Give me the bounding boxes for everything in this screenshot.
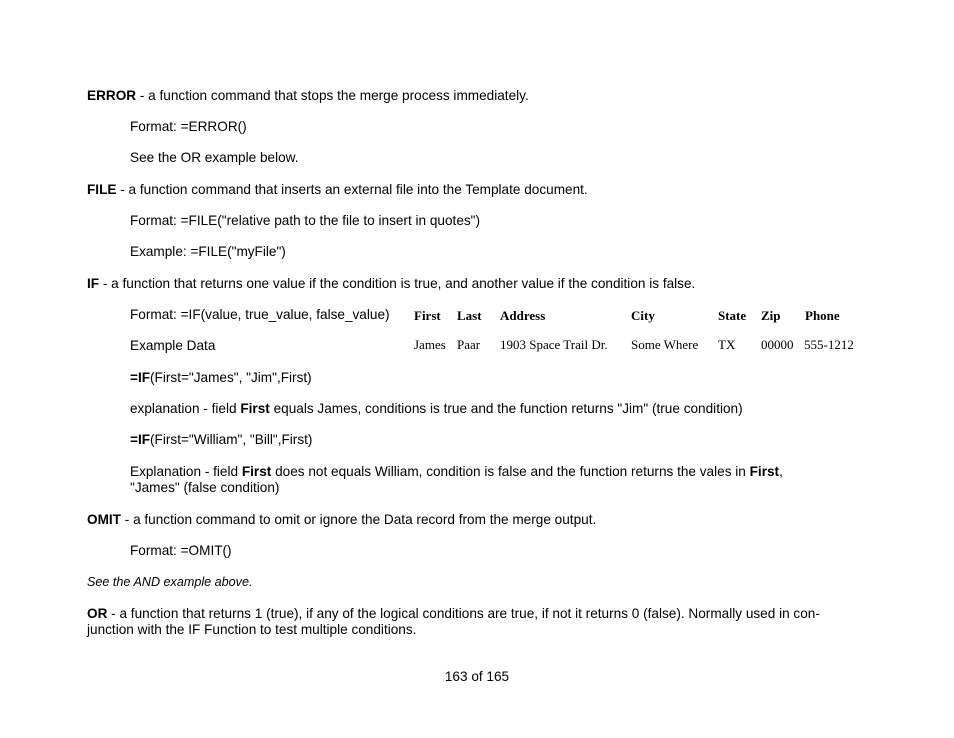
file-description: - a function command that inserts an external file into the Template document. bbox=[116, 182, 588, 197]
if-explanation-1-field: First bbox=[240, 401, 270, 416]
table-cell-state: TX bbox=[718, 337, 736, 352]
if-explanation-2-field-2: First bbox=[749, 464, 780, 479]
omit-format: Format: =OMIT() bbox=[130, 543, 232, 558]
error-format: Format: =ERROR() bbox=[130, 119, 247, 134]
error-term: ERROR bbox=[87, 88, 137, 103]
if-example-1-fn: =IF bbox=[130, 370, 151, 385]
table-header-first: First bbox=[414, 308, 441, 323]
or-description-line2: junction with the IF Function to test multiple conditions. bbox=[87, 622, 417, 637]
omit-definition bbox=[87, 512, 877, 528]
table-header-phone: Phone bbox=[805, 308, 840, 323]
if-example-1 bbox=[130, 370, 920, 386]
file-term: FILE bbox=[87, 182, 117, 197]
if-explanation-1 bbox=[130, 401, 920, 417]
if-explanation-2 bbox=[130, 464, 920, 480]
or-description: - a function that returns 1 (true), if any of the logical conditions are true, if not it returns 0 (false). Normally used in con- bbox=[107, 606, 820, 621]
if-example-data-label: Example Data bbox=[130, 338, 216, 353]
error-see-also: See the OR example below. bbox=[130, 150, 299, 165]
table-cell-city: Some Where bbox=[631, 337, 699, 352]
if-example-2 bbox=[130, 432, 920, 448]
if-description: - a function that returns one value if the condition is true, and another value if the condition is false. bbox=[99, 276, 696, 291]
table-header-state: State bbox=[718, 308, 747, 323]
if-example-2-fn: =IF bbox=[130, 432, 151, 447]
table-cell-last: Paar bbox=[457, 337, 481, 352]
table-cell-zip: 00000 bbox=[761, 337, 794, 352]
if-example-1-args: (First="James", "Jim",First) bbox=[150, 370, 312, 385]
table-header-address: Address bbox=[500, 308, 546, 323]
if-explanation-1-rest: equals James, conditions is true and the function returns "Jim" (true condition) bbox=[269, 401, 743, 416]
table-header-city: City bbox=[631, 308, 655, 323]
or-term: OR bbox=[87, 606, 108, 621]
error-description: - a function command that stops the merge process immediately. bbox=[136, 88, 529, 103]
table-cell-phone: 555-1212 bbox=[804, 337, 854, 352]
if-explanation-2-field: First bbox=[241, 464, 272, 479]
if-explanation-2-comma: , bbox=[779, 464, 783, 479]
page-number: 163 of 165 bbox=[444, 669, 510, 684]
if-explanation-2-lead: Explanation - field bbox=[130, 464, 242, 479]
if-format: Format: =IF(value, true_value, false_value) bbox=[130, 307, 390, 322]
file-format: Format: =FILE("relative path to the file to insert in quotes") bbox=[130, 213, 481, 228]
table-cell-first: James bbox=[414, 337, 446, 352]
if-example-2-args: (First="William", "Bill",First) bbox=[150, 432, 313, 447]
omit-term: OMIT bbox=[87, 512, 121, 527]
or-definition bbox=[87, 606, 877, 622]
if-explanation-2-line2: "James" (false condition) bbox=[130, 480, 280, 495]
if-definition bbox=[87, 276, 877, 292]
table-header-zip: Zip bbox=[761, 308, 781, 323]
if-explanation-1-lead: explanation - field bbox=[130, 401, 241, 416]
error-definition bbox=[87, 88, 877, 104]
table-header-last: Last bbox=[457, 308, 482, 323]
example-data-table bbox=[412, 306, 872, 354]
file-example: Example: =FILE("myFile") bbox=[130, 244, 286, 259]
if-term: IF bbox=[87, 276, 100, 291]
if-explanation-2-rest: does not equals William, condition is false and the function returns the vales in bbox=[271, 464, 750, 479]
omit-description: - a function command to omit or ignore the Data record from the merge output. bbox=[120, 512, 597, 527]
file-definition bbox=[87, 182, 877, 198]
table-cell-address: 1903 Space Trail Dr. bbox=[500, 337, 608, 352]
omit-see-also: See the AND example above. bbox=[87, 575, 253, 589]
